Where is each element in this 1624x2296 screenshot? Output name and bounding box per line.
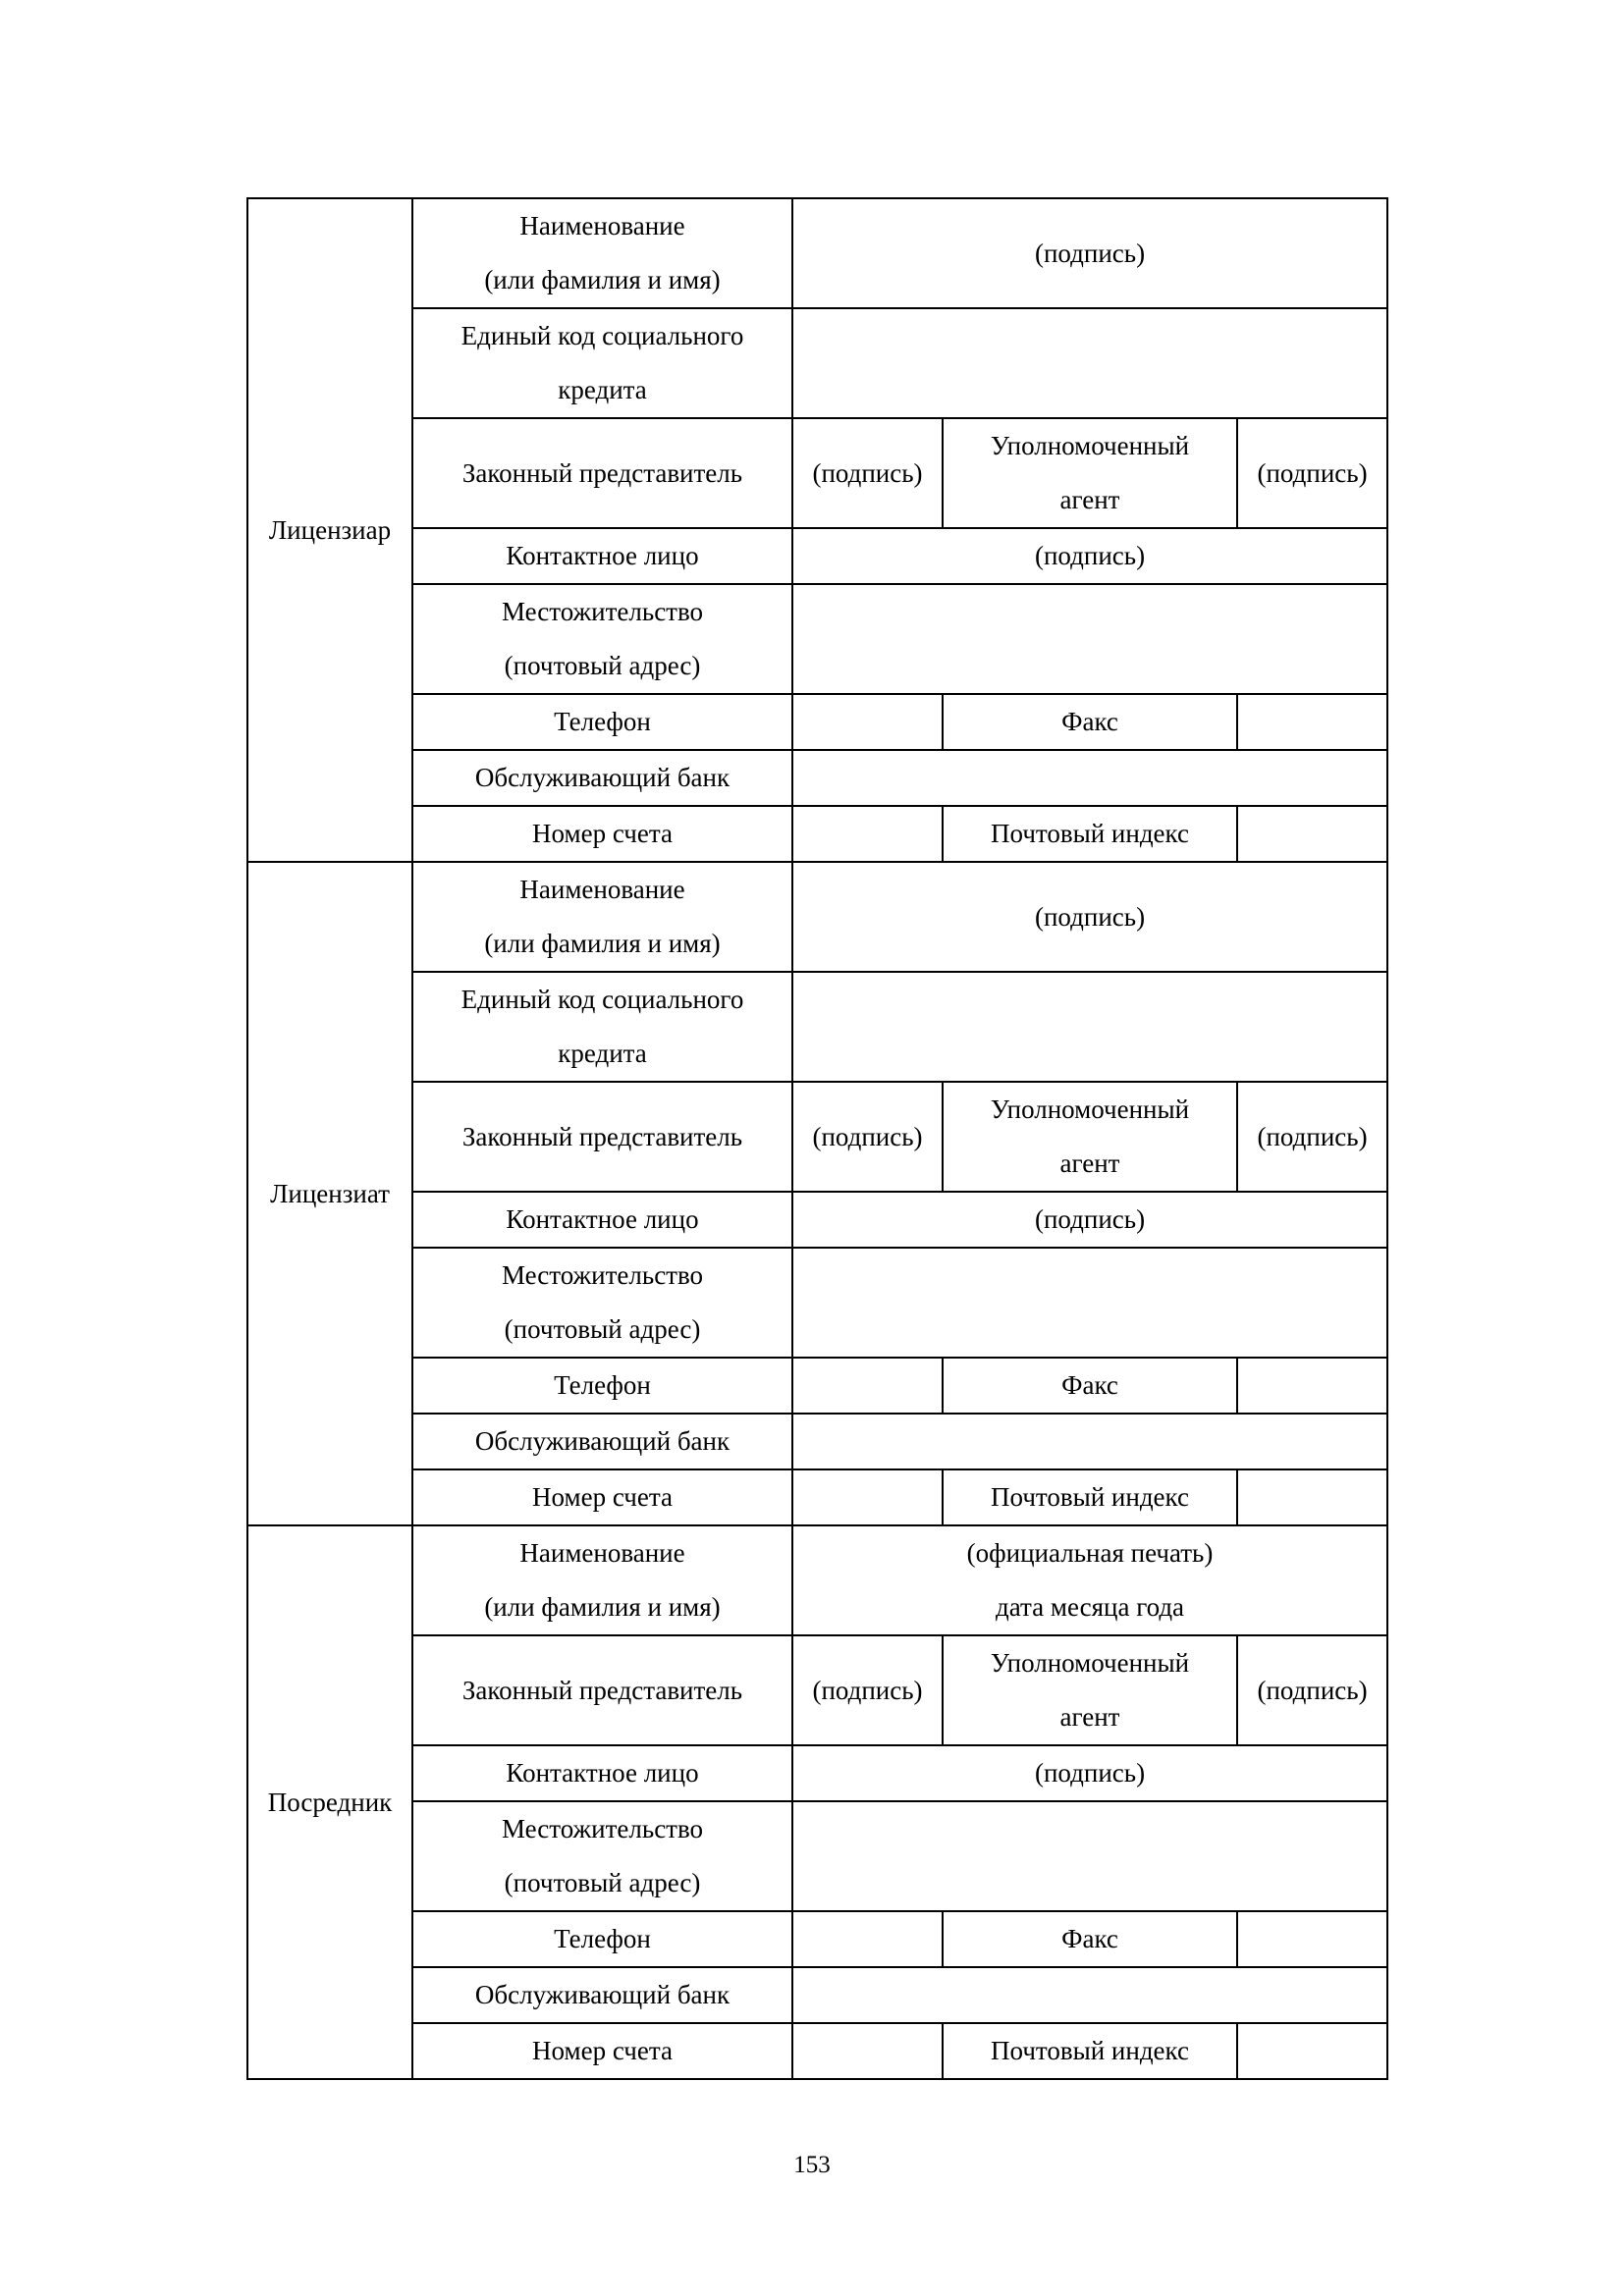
agent-signature-field[interactable]: (подпись) [1237,418,1387,528]
section-licensor [247,198,1387,862]
postcode-label: Почтовый индекс [943,1469,1237,1525]
section-intermediary [247,1525,1387,2079]
contract-parties-table [246,197,1388,2080]
phone-label: Телефон [412,694,792,750]
role-cell: Лицензиар [247,198,412,862]
bank-label: Обслуживающий банк [412,1414,792,1469]
legal-rep-signature-field[interactable]: (подпись) [792,1082,943,1192]
contact-label: Контактное лицо [412,528,792,584]
page-number: 153 [793,2152,831,2178]
agent-signature-field[interactable]: (подпись) [1237,1635,1387,1745]
section-licensee [247,862,1387,1525]
contact-signature-field[interactable]: (подпись) [792,1745,1387,1801]
credit-code-field[interactable] [792,308,1387,418]
contact-label: Контактное лицо [412,1192,792,1248]
fax-field[interactable] [1237,694,1387,750]
account-label: Номер счета [412,2023,792,2079]
legal-rep-label: Законный представитель [412,418,792,528]
fax-label: Факс [943,1911,1237,1967]
phone-field[interactable] [792,1358,943,1414]
legal-rep-signature-field[interactable]: (подпись) [792,418,943,528]
address-field[interactable] [792,1248,1387,1358]
seal-date-field[interactable]: (официальная печать) дата месяца года [792,1525,1387,1635]
fax-label: Факс [943,1358,1237,1414]
bank-label: Обслуживающий банк [412,750,792,806]
bank-label: Обслуживающий банк [412,1967,792,2023]
agent-label: Уполномоченный агент [943,418,1237,528]
address-label: Местожительство (почтовый адрес) [412,1248,792,1358]
agent-label: Уполномоченный агент [943,1082,1237,1192]
phone-label: Телефон [412,1358,792,1414]
legal-rep-signature-field[interactable]: (подпись) [792,1635,943,1745]
account-label: Номер счета [412,806,792,862]
fax-label: Факс [943,694,1237,750]
bank-field[interactable] [792,1967,1387,2023]
name-signature-field[interactable]: (подпись) [792,862,1387,972]
contact-signature-field[interactable]: (подпись) [792,1192,1387,1248]
legal-rep-label: Законный представитель [412,1635,792,1745]
agent-label: Уполномоченный агент [943,1635,1237,1745]
address-field[interactable] [792,584,1387,694]
name-label: Наименование (или фамилия и имя) [412,198,792,308]
credit-code-label: Единый код социального кредита [412,972,792,1082]
agent-signature-field[interactable]: (подпись) [1237,1082,1387,1192]
contact-label: Контактное лицо [412,1745,792,1801]
name-label: Наименование (или фамилия и имя) [412,1525,792,1635]
bank-field[interactable] [792,750,1387,806]
credit-code-field[interactable] [792,972,1387,1082]
role-cell: Лицензиат [247,862,412,1525]
postcode-label: Почтовый индекс [943,806,1237,862]
account-label: Номер счета [412,1469,792,1525]
address-field[interactable] [792,1801,1387,1911]
account-field[interactable] [792,1469,943,1525]
fax-field[interactable] [1237,1911,1387,1967]
fax-field[interactable] [1237,1358,1387,1414]
contact-signature-field[interactable]: (подпись) [792,528,1387,584]
account-field[interactable] [792,2023,943,2079]
postcode-field[interactable] [1237,806,1387,862]
phone-field[interactable] [792,1911,943,1967]
role-cell: Посредник [247,1525,412,2079]
phone-field[interactable] [792,694,943,750]
postcode-field[interactable] [1237,2023,1387,2079]
account-field[interactable] [792,806,943,862]
name-label: Наименование (или фамилия и имя) [412,862,792,972]
legal-rep-label: Законный представитель [412,1082,792,1192]
postcode-field[interactable] [1237,1469,1387,1525]
address-label: Местожительство (почтовый адрес) [412,1801,792,1911]
phone-label: Телефон [412,1911,792,1967]
address-label: Местожительство (почтовый адрес) [412,584,792,694]
bank-field[interactable] [792,1414,1387,1469]
name-signature-field[interactable]: (подпись) [792,198,1387,308]
credit-code-label: Единый код социального кредита [412,308,792,418]
postcode-label: Почтовый индекс [943,2023,1237,2079]
